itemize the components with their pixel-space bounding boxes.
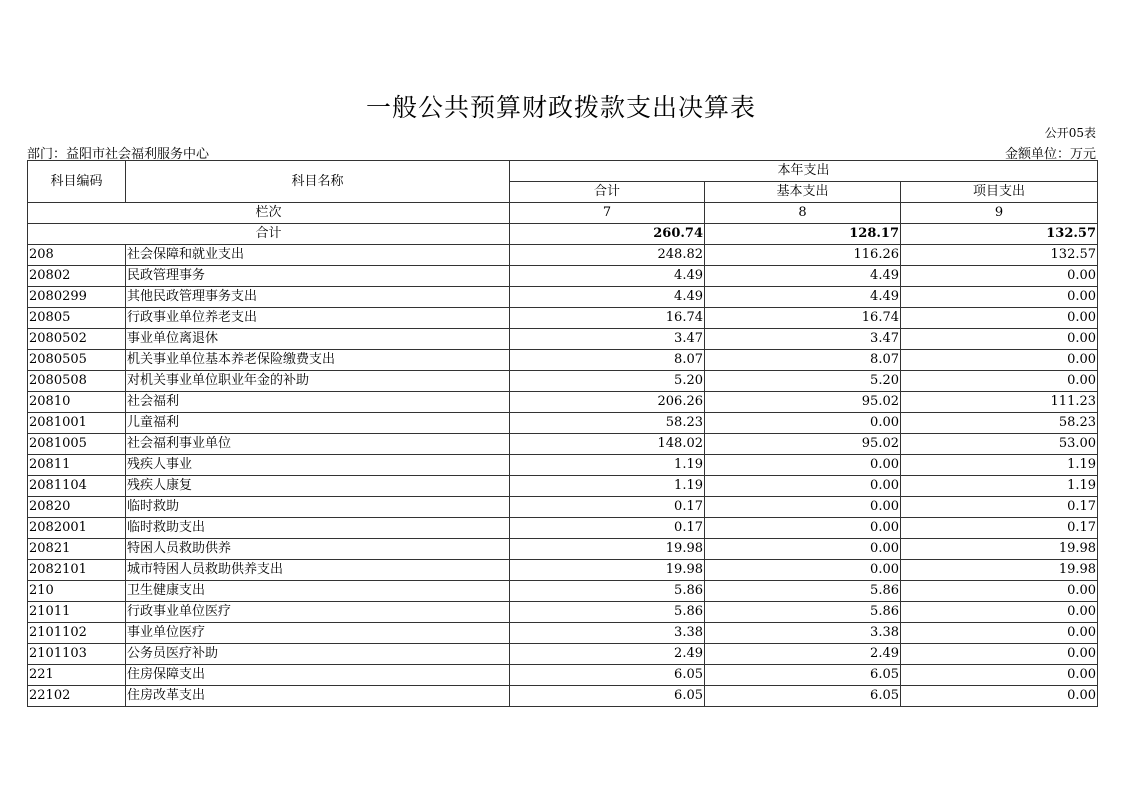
cell-total: 5.86 — [510, 581, 705, 602]
column-index-total: 7 — [510, 203, 705, 224]
cell-total: 5.86 — [510, 602, 705, 623]
totals-label: 合计 — [28, 224, 510, 245]
table-row — [28, 539, 1098, 560]
cell-basic: 0.00 — [705, 413, 901, 434]
cell-name: 残疾人事业 — [126, 455, 510, 476]
cell-name: 残疾人康复 — [126, 476, 510, 497]
cell-code: 208 — [28, 245, 126, 266]
totals-project: 132.57 — [901, 224, 1098, 245]
cell-code: 20802 — [28, 266, 126, 287]
cell-basic: 6.05 — [705, 665, 901, 686]
table-row — [28, 371, 1098, 392]
cell-name: 事业单位离退休 — [126, 329, 510, 350]
cell-code: 2081005 — [28, 434, 126, 455]
cell-basic: 0.00 — [705, 497, 901, 518]
cell-basic: 0.00 — [705, 539, 901, 560]
cell-basic: 116.26 — [705, 245, 901, 266]
cell-total: 0.17 — [510, 497, 705, 518]
cell-project: 132.57 — [901, 245, 1098, 266]
table-row — [28, 644, 1098, 665]
table-row — [28, 518, 1098, 539]
cell-total: 4.49 — [510, 287, 705, 308]
cell-name: 其他民政管理事务支出 — [126, 287, 510, 308]
cell-project: 0.00 — [901, 665, 1098, 686]
cell-basic: 3.47 — [705, 329, 901, 350]
table-row — [28, 245, 1098, 266]
cell-code: 2080505 — [28, 350, 126, 371]
cell-total: 19.98 — [510, 560, 705, 581]
cell-name: 社会福利事业单位 — [126, 434, 510, 455]
cell-total: 3.38 — [510, 623, 705, 644]
header-basic: 基本支出 — [705, 182, 901, 203]
cell-name: 事业单位医疗 — [126, 623, 510, 644]
cell-project: 1.19 — [901, 455, 1098, 476]
table-row — [28, 434, 1098, 455]
cell-code: 20811 — [28, 455, 126, 476]
cell-basic: 0.00 — [705, 476, 901, 497]
cell-name: 卫生健康支出 — [126, 581, 510, 602]
cell-project: 0.00 — [901, 350, 1098, 371]
cell-project: 0.00 — [901, 623, 1098, 644]
cell-basic: 3.38 — [705, 623, 901, 644]
cell-project: 0.00 — [901, 602, 1098, 623]
cell-code: 2101102 — [28, 623, 126, 644]
header-name: 科目名称 — [126, 161, 510, 203]
column-index-basic: 8 — [705, 203, 901, 224]
cell-project: 19.98 — [901, 560, 1098, 581]
header-project: 项目支出 — [901, 182, 1098, 203]
table-row — [28, 266, 1098, 287]
cell-project: 0.00 — [901, 308, 1098, 329]
table-row — [28, 686, 1098, 707]
cell-total: 1.19 — [510, 455, 705, 476]
cell-name: 社会保障和就业支出 — [126, 245, 510, 266]
cell-project: 0.00 — [901, 371, 1098, 392]
cell-project: 0.17 — [901, 518, 1098, 539]
cell-name: 社会福利 — [126, 392, 510, 413]
totals-basic: 128.17 — [705, 224, 901, 245]
cell-basic: 16.74 — [705, 308, 901, 329]
header-total: 合计 — [510, 182, 705, 203]
table-row — [28, 287, 1098, 308]
cell-basic: 0.00 — [705, 518, 901, 539]
table-row — [28, 497, 1098, 518]
cell-total: 4.49 — [510, 266, 705, 287]
cell-total: 1.19 — [510, 476, 705, 497]
amount-unit-label: 金额单位：万元 — [1004, 147, 1096, 162]
form-number: 公开05表 — [1044, 126, 1096, 140]
table-body — [28, 161, 1098, 707]
column-index-row — [28, 203, 1098, 224]
cell-basic: 6.05 — [705, 686, 901, 707]
cell-code: 2081001 — [28, 413, 126, 434]
cell-name: 临时救助 — [126, 497, 510, 518]
cell-total: 2.49 — [510, 644, 705, 665]
cell-code: 2101103 — [28, 644, 126, 665]
cell-project: 0.00 — [901, 329, 1098, 350]
table-row — [28, 602, 1098, 623]
cell-code: 2082001 — [28, 518, 126, 539]
cell-basic: 0.00 — [705, 455, 901, 476]
cell-code: 2080502 — [28, 329, 126, 350]
cell-name: 住房保障支出 — [126, 665, 510, 686]
cell-total: 206.26 — [510, 392, 705, 413]
cell-project: 0.00 — [901, 686, 1098, 707]
header-code: 科目编码 — [28, 161, 126, 203]
cell-project: 1.19 — [901, 476, 1098, 497]
cell-basic: 5.86 — [705, 602, 901, 623]
cell-code: 2082101 — [28, 560, 126, 581]
table-row — [28, 329, 1098, 350]
table-row — [28, 560, 1098, 581]
cell-code: 2080508 — [28, 371, 126, 392]
cell-code: 2080299 — [28, 287, 126, 308]
cell-basic: 2.49 — [705, 644, 901, 665]
cell-code: 21011 — [28, 602, 126, 623]
cell-name: 行政事业单位养老支出 — [126, 308, 510, 329]
cell-project: 0.00 — [901, 266, 1098, 287]
header-current-year-expenditure: 本年支出 — [510, 161, 1098, 182]
cell-total: 6.05 — [510, 686, 705, 707]
cell-code: 2081104 — [28, 476, 126, 497]
table-row — [28, 392, 1098, 413]
table-row — [28, 413, 1098, 434]
cell-total: 8.07 — [510, 350, 705, 371]
cell-project: 0.17 — [901, 497, 1098, 518]
cell-project: 53.00 — [901, 434, 1098, 455]
cell-total: 248.82 — [510, 245, 705, 266]
table-row — [28, 623, 1098, 644]
table-row — [28, 665, 1098, 686]
cell-name: 住房改革支出 — [126, 686, 510, 707]
column-index-label: 栏次 — [28, 203, 510, 224]
cell-name: 公务员医疗补助 — [126, 644, 510, 665]
cell-total: 6.05 — [510, 665, 705, 686]
cell-project: 0.00 — [901, 581, 1098, 602]
cell-project: 19.98 — [901, 539, 1098, 560]
table-row — [28, 476, 1098, 497]
department-label: 部门：益阳市社会福利服务中心 — [27, 147, 210, 162]
cell-total: 3.47 — [510, 329, 705, 350]
cell-name: 特困人员救助供养 — [126, 539, 510, 560]
cell-name: 临时救助支出 — [126, 518, 510, 539]
cell-total: 148.02 — [510, 434, 705, 455]
cell-code: 20820 — [28, 497, 126, 518]
cell-code: 22102 — [28, 686, 126, 707]
table-row — [28, 581, 1098, 602]
column-index-project: 9 — [901, 203, 1098, 224]
cell-name: 对机关事业单位职业年金的补助 — [126, 371, 510, 392]
cell-total: 0.17 — [510, 518, 705, 539]
cell-total: 16.74 — [510, 308, 705, 329]
cell-name: 城市特困人员救助供养支出 — [126, 560, 510, 581]
expenditure-table — [27, 160, 1098, 707]
cell-project: 58.23 — [901, 413, 1098, 434]
cell-code: 20821 — [28, 539, 126, 560]
cell-basic: 4.49 — [705, 266, 901, 287]
cell-name: 民政管理事务 — [126, 266, 510, 287]
cell-basic: 4.49 — [705, 287, 901, 308]
table-row — [28, 308, 1098, 329]
cell-code: 221 — [28, 665, 126, 686]
cell-total: 58.23 — [510, 413, 705, 434]
table-row — [28, 455, 1098, 476]
cell-project: 0.00 — [901, 644, 1098, 665]
cell-project: 111.23 — [901, 392, 1098, 413]
cell-code: 20805 — [28, 308, 126, 329]
cell-code: 210 — [28, 581, 126, 602]
cell-code: 20810 — [28, 392, 126, 413]
cell-name: 行政事业单位医疗 — [126, 602, 510, 623]
cell-basic: 8.07 — [705, 350, 901, 371]
cell-name: 机关事业单位基本养老保险缴费支出 — [126, 350, 510, 371]
header-row-1 — [28, 161, 1098, 182]
cell-name: 儿童福利 — [126, 413, 510, 434]
cell-total: 5.20 — [510, 371, 705, 392]
cell-basic: 95.02 — [705, 434, 901, 455]
cell-total: 19.98 — [510, 539, 705, 560]
page-title: 一般公共预算财政拨款支出决算表 — [365, 93, 756, 122]
totals-row — [28, 224, 1098, 245]
table-row — [28, 350, 1098, 371]
totals-total: 260.74 — [510, 224, 705, 245]
cell-basic: 0.00 — [705, 560, 901, 581]
cell-project: 0.00 — [901, 287, 1098, 308]
cell-basic: 95.02 — [705, 392, 901, 413]
cell-basic: 5.20 — [705, 371, 901, 392]
cell-basic: 5.86 — [705, 581, 901, 602]
